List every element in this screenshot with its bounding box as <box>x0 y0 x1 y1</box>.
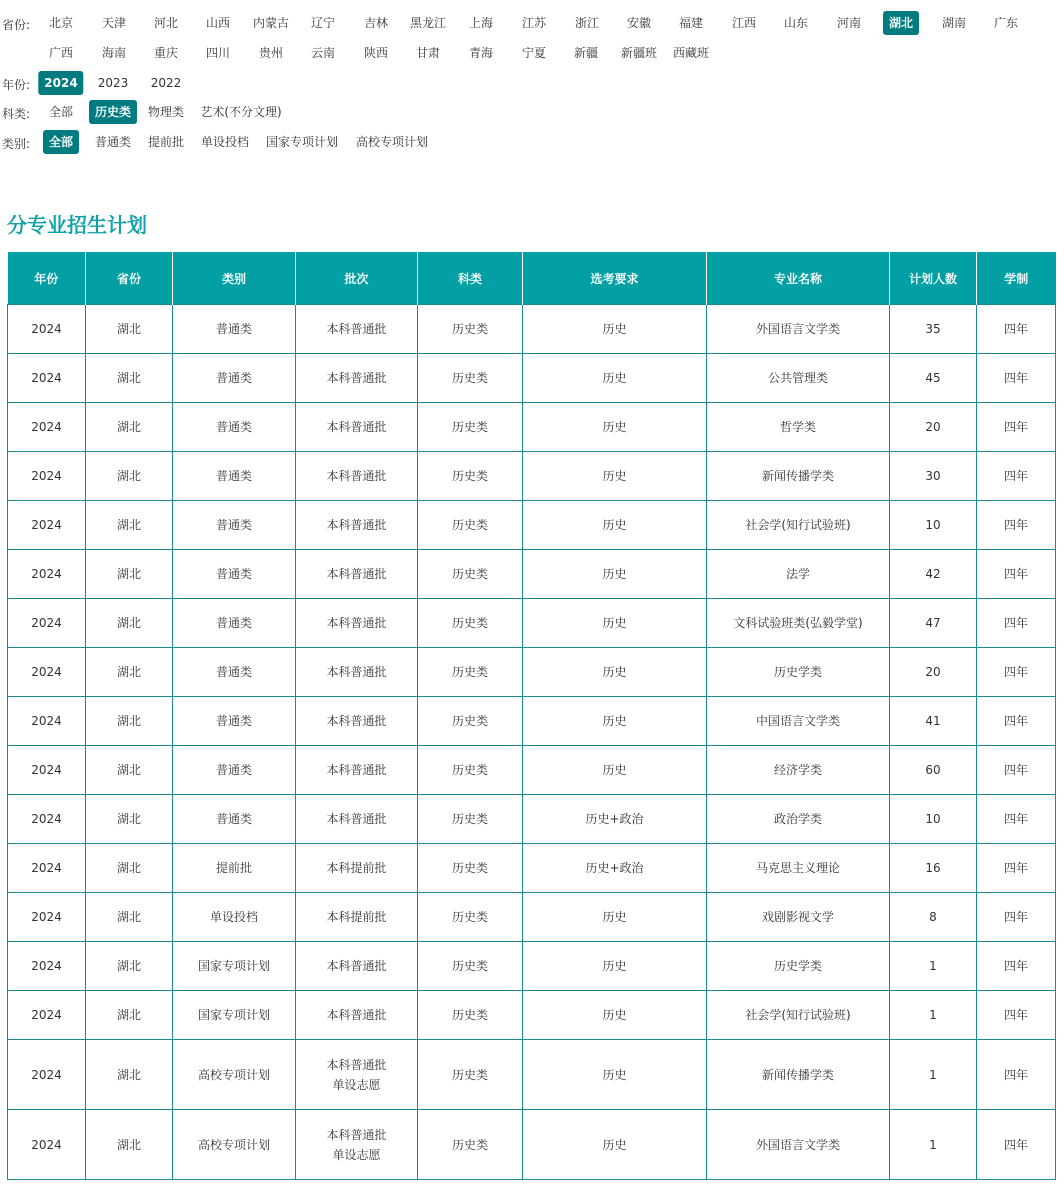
province-option[interactable]: 吉林 <box>363 16 389 30</box>
table-cell: 法学 <box>707 550 890 599</box>
table-cell: 历史类 <box>418 403 523 452</box>
enrollment-plan-table <box>7 252 1056 1180</box>
table-cell: 普通类 <box>173 403 296 452</box>
column-header: 类别 <box>173 252 296 305</box>
table-cell: 湖北 <box>86 1040 173 1110</box>
column-header: 年份 <box>8 252 86 305</box>
table-cell: 47 <box>890 599 977 648</box>
column-header: 省份 <box>86 252 173 305</box>
table-cell: 历史类 <box>418 942 523 991</box>
table-cell: 历史+政治 <box>523 844 707 893</box>
column-header: 计划人数 <box>890 252 977 305</box>
table-cell: 2024 <box>8 599 86 648</box>
table-cell: 8 <box>890 893 977 942</box>
province-option[interactable]: 江西 <box>731 16 757 30</box>
province-option[interactable]: 内蒙古 <box>252 16 290 30</box>
table-cell: 湖北 <box>86 991 173 1040</box>
table-cell: 历史类 <box>418 599 523 648</box>
table-cell: 历史类 <box>418 697 523 746</box>
table-row <box>8 795 1056 844</box>
table-cell: 社会学(知行试验班) <box>707 501 890 550</box>
column-header: 专业名称 <box>707 252 890 305</box>
table-cell: 普通类 <box>173 795 296 844</box>
table-cell: 提前批 <box>173 844 296 893</box>
table-cell: 45 <box>890 354 977 403</box>
table-cell: 历史 <box>523 452 707 501</box>
table-cell: 2024 <box>8 795 86 844</box>
table-cell: 四年 <box>977 844 1056 893</box>
table-cell: 10 <box>890 795 977 844</box>
table-cell: 42 <box>890 550 977 599</box>
table-row <box>8 305 1056 354</box>
table-cell: 历史 <box>523 1040 707 1110</box>
table-cell: 本科普通批 <box>296 746 418 795</box>
category-option[interactable]: 高校专项计划 <box>355 135 429 149</box>
table-cell: 湖北 <box>86 501 173 550</box>
table-cell: 四年 <box>977 991 1056 1040</box>
table-row <box>8 1040 1056 1110</box>
table-cell: 历史 <box>523 991 707 1040</box>
table-cell: 四年 <box>977 1040 1056 1110</box>
table-cell: 四年 <box>977 403 1056 452</box>
subject-option[interactable]: 物理类 <box>147 105 185 119</box>
table-cell: 普通类 <box>173 354 296 403</box>
province-option[interactable]: 黑龙江 <box>409 16 447 30</box>
table-cell: 本科普通批 <box>296 501 418 550</box>
table-cell: 60 <box>890 746 977 795</box>
province-option[interactable]: 天津 <box>101 16 127 30</box>
table-cell: 历史类 <box>418 1040 523 1110</box>
table-cell: 2024 <box>8 452 86 501</box>
table-cell: 哲学类 <box>707 403 890 452</box>
table-cell: 本科提前批 <box>296 893 418 942</box>
table-cell: 四年 <box>977 746 1056 795</box>
table-cell: 历史 <box>523 697 707 746</box>
table-cell: 历史 <box>523 648 707 697</box>
province-option[interactable]: 陕西 <box>363 46 389 60</box>
table-row <box>8 550 1056 599</box>
table-row <box>8 354 1056 403</box>
table-cell: 1 <box>890 1040 977 1110</box>
province-option[interactable]: 西藏班 <box>672 46 710 60</box>
table-cell: 历史类 <box>418 452 523 501</box>
table-cell: 30 <box>890 452 977 501</box>
table-cell: 35 <box>890 305 977 354</box>
table-cell: 本科普通批 <box>296 795 418 844</box>
table-row <box>8 599 1056 648</box>
table-cell: 历史学类 <box>707 648 890 697</box>
table-cell: 普通类 <box>173 305 296 354</box>
table-cell: 2024 <box>8 305 86 354</box>
table-cell: 国家专项计划 <box>173 942 296 991</box>
table-cell: 马克思主义理论 <box>707 844 890 893</box>
province-option[interactable]: 河南 <box>836 16 862 30</box>
table-cell: 历史 <box>523 942 707 991</box>
province-option[interactable]: 上海 <box>468 16 494 30</box>
table-cell: 四年 <box>977 893 1056 942</box>
table-cell: 2024 <box>8 844 86 893</box>
table-cell: 历史 <box>523 746 707 795</box>
province-option[interactable]: 江苏 <box>521 16 547 30</box>
table-cell: 2024 <box>8 550 86 599</box>
category-option[interactable]: 提前批 <box>147 135 185 149</box>
table-cell: 2024 <box>8 1040 86 1110</box>
table-cell: 2024 <box>8 746 86 795</box>
column-header: 科类 <box>418 252 523 305</box>
table-cell: 外国语言文学类 <box>707 305 890 354</box>
table-cell: 湖北 <box>86 1110 173 1180</box>
table-cell: 2024 <box>8 501 86 550</box>
table-cell: 湖北 <box>86 942 173 991</box>
table-cell: 20 <box>890 648 977 697</box>
table-cell: 中国语言文学类 <box>707 697 890 746</box>
table-header-row <box>8 252 1056 305</box>
province-option[interactable]: 山东 <box>783 16 809 30</box>
province-option[interactable]: 湖北 <box>883 11 919 35</box>
table-cell: 2024 <box>8 648 86 697</box>
table-cell: 社会学(知行试验班) <box>707 991 890 1040</box>
table-cell: 2024 <box>8 942 86 991</box>
table-cell: 湖北 <box>86 403 173 452</box>
province-option[interactable]: 湖南 <box>941 16 967 30</box>
table-cell: 本科普通批 <box>296 403 418 452</box>
table-row <box>8 403 1056 452</box>
table-cell: 高校专项计划 <box>173 1110 296 1180</box>
table-cell: 历史类 <box>418 795 523 844</box>
table-body <box>8 305 1056 1180</box>
table-cell: 国家专项计划 <box>173 991 296 1040</box>
table-cell: 2024 <box>8 893 86 942</box>
table-cell: 四年 <box>977 354 1056 403</box>
table-cell: 戏剧影视文学 <box>707 893 890 942</box>
table-cell: 历史 <box>523 501 707 550</box>
table-cell: 四年 <box>977 697 1056 746</box>
table-cell: 普通类 <box>173 550 296 599</box>
table-cell: 1 <box>890 1110 977 1180</box>
table-cell: 公共管理类 <box>707 354 890 403</box>
province-option[interactable]: 贵州 <box>258 46 284 60</box>
table-cell: 1 <box>890 991 977 1040</box>
table-cell: 四年 <box>977 599 1056 648</box>
province-option[interactable]: 安徽 <box>626 16 652 30</box>
table-row <box>8 697 1056 746</box>
province-option[interactable]: 新疆 <box>573 46 599 60</box>
table-cell: 新闻传播学类 <box>707 452 890 501</box>
province-option[interactable]: 河北 <box>153 16 179 30</box>
subject-option[interactable]: 全部 <box>48 105 74 119</box>
category-option[interactable]: 国家专项计划 <box>265 135 339 149</box>
province-option[interactable]: 山西 <box>205 16 231 30</box>
table-cell: 本科普通批 <box>296 697 418 746</box>
table-cell: 湖北 <box>86 746 173 795</box>
table-cell: 四年 <box>977 1110 1056 1180</box>
table-cell: 本科普通批 <box>296 942 418 991</box>
table-cell: 湖北 <box>86 305 173 354</box>
province-option[interactable]: 海南 <box>101 46 127 60</box>
table-row <box>8 991 1056 1040</box>
table-cell: 历史 <box>523 1110 707 1180</box>
year-filter-label: 年份: <box>2 78 31 92</box>
table-cell: 本科普通批 单设志愿 <box>296 1110 418 1180</box>
table-row <box>8 844 1056 893</box>
table-cell: 本科普通批 <box>296 305 418 354</box>
table-cell: 本科普通批 <box>296 648 418 697</box>
table-cell: 四年 <box>977 305 1056 354</box>
province-option[interactable]: 四川 <box>205 46 231 60</box>
table-cell: 经济学类 <box>707 746 890 795</box>
table-cell: 历史学类 <box>707 942 890 991</box>
table-cell: 2024 <box>8 354 86 403</box>
year-option[interactable]: 2024 <box>38 71 83 95</box>
province-filter-label: 省份: <box>2 18 31 32</box>
table-cell: 高校专项计划 <box>173 1040 296 1110</box>
category-option[interactable]: 全部 <box>43 130 79 154</box>
province-option[interactable]: 浙江 <box>574 16 600 30</box>
table-cell: 普通类 <box>173 648 296 697</box>
province-option[interactable]: 北京 <box>48 16 74 30</box>
table-cell: 历史 <box>523 403 707 452</box>
table-cell: 历史 <box>523 550 707 599</box>
table-cell: 湖北 <box>86 893 173 942</box>
table-cell: 历史类 <box>418 1110 523 1180</box>
column-header: 选考要求 <box>523 252 707 305</box>
subject-option[interactable]: 历史类 <box>89 100 137 124</box>
table-cell: 41 <box>890 697 977 746</box>
province-option[interactable]: 云南 <box>310 46 336 60</box>
province-option[interactable]: 青海 <box>468 46 494 60</box>
table-cell: 本科普通批 <box>296 354 418 403</box>
table-cell: 普通类 <box>173 452 296 501</box>
table-row <box>8 942 1056 991</box>
table-cell: 湖北 <box>86 844 173 893</box>
table-cell: 本科普通批 <box>296 550 418 599</box>
table-cell: 本科提前批 <box>296 844 418 893</box>
table-cell: 10 <box>890 501 977 550</box>
table-cell: 2024 <box>8 991 86 1040</box>
table-cell: 湖北 <box>86 452 173 501</box>
table-cell: 历史类 <box>418 844 523 893</box>
table-cell: 本科普通批 <box>296 599 418 648</box>
year-option[interactable]: 2023 <box>97 76 129 90</box>
category-option[interactable]: 普通类 <box>94 135 132 149</box>
table-cell: 历史 <box>523 305 707 354</box>
province-option[interactable]: 新疆班 <box>620 46 658 60</box>
subject-filter-label: 科类: <box>2 107 31 121</box>
table-cell: 20 <box>890 403 977 452</box>
section-title: 分专业招生计划 <box>7 213 147 237</box>
table-row <box>8 746 1056 795</box>
category-option[interactable]: 单设投档 <box>200 135 250 149</box>
table-cell: 四年 <box>977 648 1056 697</box>
table-cell: 历史类 <box>418 893 523 942</box>
table-row <box>8 501 1056 550</box>
table-cell: 四年 <box>977 942 1056 991</box>
table-cell: 历史类 <box>418 501 523 550</box>
table-cell: 湖北 <box>86 599 173 648</box>
table-cell: 普通类 <box>173 501 296 550</box>
table-cell: 四年 <box>977 501 1056 550</box>
table-cell: 四年 <box>977 550 1056 599</box>
table-row <box>8 648 1056 697</box>
table-row <box>8 452 1056 501</box>
table-cell: 1 <box>890 942 977 991</box>
column-header: 批次 <box>296 252 418 305</box>
table-cell: 文科试验班类(弘毅学堂) <box>707 599 890 648</box>
category-filter-label: 类别: <box>2 137 31 151</box>
table-cell: 湖北 <box>86 354 173 403</box>
table-cell: 历史类 <box>418 550 523 599</box>
province-option[interactable]: 重庆 <box>153 46 179 60</box>
table-cell: 四年 <box>977 795 1056 844</box>
province-option[interactable]: 福建 <box>678 16 704 30</box>
table-cell: 单设投档 <box>173 893 296 942</box>
table-cell: 历史类 <box>418 305 523 354</box>
table-cell: 2024 <box>8 697 86 746</box>
table-cell: 湖北 <box>86 697 173 746</box>
table-cell: 普通类 <box>173 599 296 648</box>
table-cell: 历史类 <box>418 648 523 697</box>
province-option[interactable]: 宁夏 <box>521 46 547 60</box>
province-option[interactable]: 辽宁 <box>310 16 336 30</box>
table-cell: 普通类 <box>173 746 296 795</box>
table-row <box>8 1110 1056 1180</box>
table-cell: 历史类 <box>418 991 523 1040</box>
column-header: 学制 <box>977 252 1056 305</box>
table-cell: 2024 <box>8 1110 86 1180</box>
table-cell: 普通类 <box>173 697 296 746</box>
subject-option[interactable]: 艺术(不分文理) <box>200 105 282 119</box>
table-cell: 历史类 <box>418 354 523 403</box>
table-cell: 本科普通批 <box>296 991 418 1040</box>
table-cell: 历史 <box>523 599 707 648</box>
table-cell: 2024 <box>8 403 86 452</box>
table-cell: 外国语言文学类 <box>707 1110 890 1180</box>
table-cell: 本科普通批 <box>296 452 418 501</box>
table-row <box>8 893 1056 942</box>
table-cell: 湖北 <box>86 795 173 844</box>
table-cell: 历史 <box>523 354 707 403</box>
province-option[interactable]: 广西 <box>48 46 74 60</box>
province-option[interactable]: 广东 <box>993 16 1019 30</box>
table-cell: 四年 <box>977 452 1056 501</box>
table-cell: 历史类 <box>418 746 523 795</box>
table-cell: 本科普通批 单设志愿 <box>296 1040 418 1110</box>
province-option[interactable]: 甘肃 <box>415 46 441 60</box>
table-cell: 16 <box>890 844 977 893</box>
table-cell: 湖北 <box>86 648 173 697</box>
table-cell: 湖北 <box>86 550 173 599</box>
table-cell: 历史+政治 <box>523 795 707 844</box>
table-cell: 历史 <box>523 893 707 942</box>
table-cell: 新闻传播学类 <box>707 1040 890 1110</box>
year-option[interactable]: 2022 <box>150 76 182 90</box>
table-cell: 政治学类 <box>707 795 890 844</box>
